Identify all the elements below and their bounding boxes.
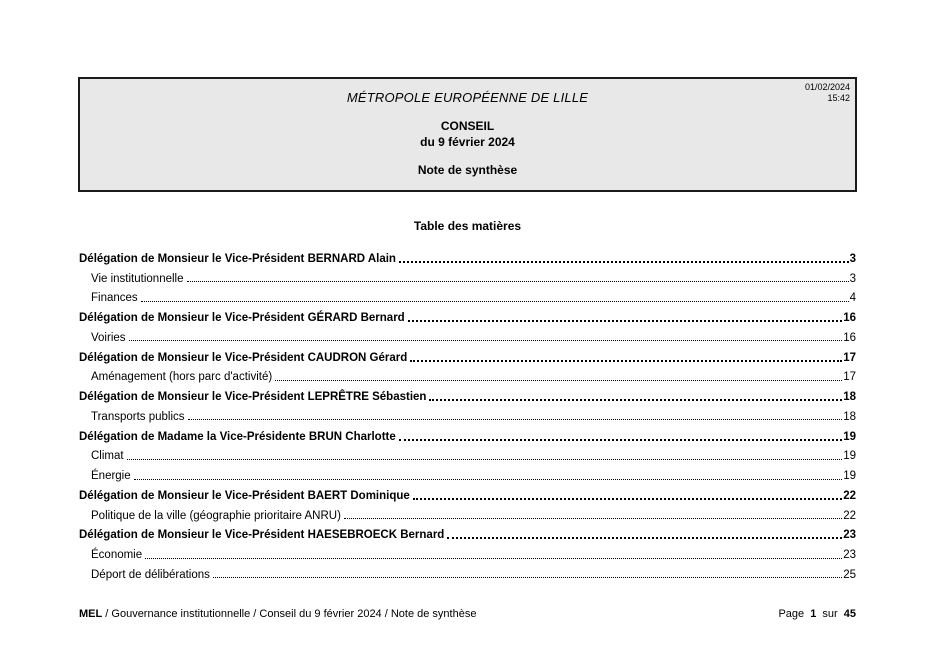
toc-entry-page: 16 <box>843 312 856 324</box>
toc-entry-page: 19 <box>843 470 856 482</box>
toc-entry-page: 16 <box>843 331 856 344</box>
toc-entry[interactable] <box>79 266 856 286</box>
toc-entry[interactable] <box>79 325 856 345</box>
toc-entry-label: Économie <box>91 549 143 561</box>
dotted-leader <box>399 439 842 441</box>
toc-entry-label: Délégation de Monsieur le Vice-Président BERNARD Alain <box>79 252 396 265</box>
dotted-leader <box>408 320 843 322</box>
toc-entry[interactable] <box>79 483 856 503</box>
dotted-leader <box>344 518 842 519</box>
toc-entry-page: 17 <box>843 351 856 364</box>
footer-org-abbrev: MEL <box>79 608 103 620</box>
document-date: du 9 février 2024 <box>420 135 515 149</box>
toc-entry-page: 22 <box>843 509 856 522</box>
toc-entry-label: Climat <box>91 450 124 463</box>
toc-entry-label: Aménagement (hors parc d'activité) <box>91 371 273 384</box>
page-separator: sur <box>822 608 838 620</box>
toc-entry[interactable] <box>79 286 856 306</box>
page-total: 45 <box>843 608 856 620</box>
toc-entry-label: Politique de la ville (géographie prioritaire ANRU) <box>91 509 341 522</box>
toc-entry-page: 19 <box>843 450 856 463</box>
toc-entry-page: 3 <box>849 252 856 265</box>
footer-path: / Gouvernance institutionnelle / Conseil du 9 février 2024 / Note de synthèse <box>102 608 477 620</box>
dotted-leader <box>187 281 849 282</box>
toc-entry-label: Délégation de Madame la Vice-Présidente BRUN Charlotte <box>79 430 396 443</box>
toc-entry-page: 23 <box>843 529 856 542</box>
dotted-leader <box>275 380 842 381</box>
dotted-leader <box>213 577 842 578</box>
document-subtitle: Note de synthèse <box>417 163 518 177</box>
dotted-leader <box>129 340 843 341</box>
print-timestamp <box>805 82 850 104</box>
toc-entry-page: 23 <box>843 549 856 561</box>
dotted-leader <box>141 301 849 302</box>
toc-entry-label: Énergie <box>91 470 131 482</box>
toc-entry[interactable] <box>79 463 856 483</box>
toc-entry-page: 18 <box>843 410 856 423</box>
toc-entry-label: Voiries <box>91 331 126 344</box>
organization-name: MÉTROPOLE EUROPÉENNE DE LILLE <box>346 90 589 105</box>
toc-entry-page: 19 <box>843 430 856 443</box>
dotted-leader <box>134 479 843 480</box>
toc-entry[interactable] <box>79 523 856 543</box>
document-title: CONSEIL <box>440 119 495 133</box>
toc-entry[interactable] <box>79 503 856 523</box>
toc-entry[interactable] <box>79 365 856 385</box>
toc-entry-page: 25 <box>843 568 856 581</box>
toc-entry-label: Délégation de Monsieur le Vice-Président CAUDRON Gérard <box>79 351 408 364</box>
print-date: 01/02/2024 <box>804 82 850 92</box>
toc-entry[interactable] <box>79 246 856 266</box>
toc-entry-page: 17 <box>843 371 856 384</box>
page-current: 1 <box>810 608 817 620</box>
toc-entry-page: 4 <box>849 292 856 305</box>
toc-list <box>79 246 856 582</box>
toc-entry[interactable] <box>79 424 856 444</box>
toc-entry[interactable] <box>79 345 856 365</box>
document-header-box <box>78 77 857 192</box>
toc-entry-label: Finances <box>91 292 138 305</box>
toc-entry[interactable] <box>79 542 856 562</box>
toc-entry-page: 3 <box>849 272 856 285</box>
toc-title: Table des matières <box>413 219 522 233</box>
page-footer <box>79 608 856 620</box>
toc-entry-label: Vie institutionnelle <box>91 272 184 285</box>
toc-entry-label: Délégation de Monsieur le Vice-Président HAESEBROECK Bernard <box>79 529 445 542</box>
toc-entry-label: Délégation de Monsieur le Vice-Président GÉRARD Bernard <box>79 312 405 324</box>
page-word: Page <box>778 608 805 620</box>
dotted-leader <box>413 498 842 500</box>
dotted-leader <box>410 360 842 362</box>
print-time: 15:42 <box>827 93 850 103</box>
dotted-leader <box>447 537 842 539</box>
toc-entry-label: Délégation de Monsieur le Vice-Président BAERT Dominique <box>79 489 410 502</box>
toc-entry-page: 18 <box>843 391 856 403</box>
toc-entry[interactable] <box>79 404 856 424</box>
toc-entry-label: Transports publics <box>91 410 185 423</box>
toc-entry[interactable] <box>79 562 856 582</box>
toc-entry[interactable] <box>79 384 856 404</box>
dotted-leader <box>127 459 843 460</box>
dotted-leader <box>429 399 842 401</box>
toc-entry-label: Déport de délibérations <box>91 568 210 581</box>
dotted-leader <box>145 558 842 559</box>
dotted-leader <box>399 261 849 263</box>
toc-entry-page: 22 <box>843 489 856 502</box>
toc-entry[interactable] <box>79 444 856 464</box>
dotted-leader <box>188 419 843 420</box>
footer-breadcrumb <box>79 608 476 620</box>
toc-entry[interactable] <box>79 305 856 325</box>
page-number-indicator <box>778 608 856 620</box>
toc-entry-label: Délégation de Monsieur le Vice-Président LEPRÊTRE Sébastien <box>79 391 427 403</box>
